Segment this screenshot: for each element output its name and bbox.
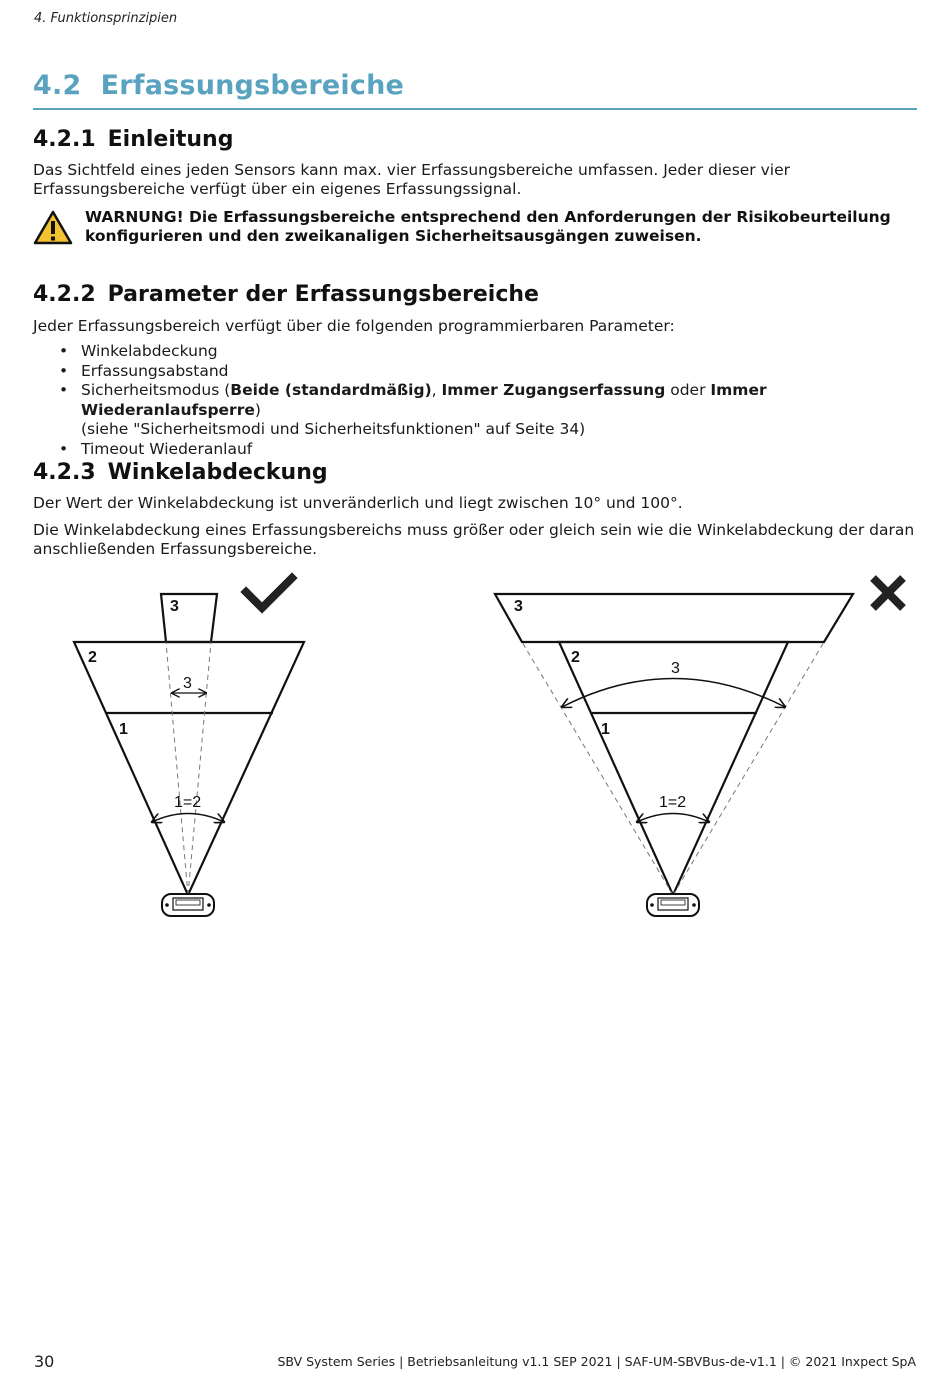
sensor-icon — [647, 894, 699, 916]
subsection-title-parameter: 4.2.2 Parameter der Erfassungsbereiche — [33, 282, 539, 307]
field-2-label: 2 — [88, 649, 97, 666]
running-header: 4. Funktionsprinzipien — [34, 11, 178, 26]
field-2-shape — [559, 642, 788, 895]
parameter-list — [33, 342, 917, 459]
section-title-text: Erfassungsbereiche — [100, 70, 405, 101]
page-number: 30 — [34, 1352, 55, 1371]
section-number: 4.2 — [33, 70, 82, 101]
field-3-label: 3 — [514, 598, 523, 615]
angle-3-label: 3 — [671, 660, 680, 677]
angle-12-label: 1=2 — [174, 794, 202, 811]
angle-3-label: 3 — [183, 675, 192, 692]
angle-12-arrow — [152, 814, 224, 823]
warning-text: WARNUNG! Die Erfassungsbereiche entsprechend den Anforderungen der Risikobeurteilung konfigurieren und den zweikanaligen Sicherheitsausgängen zuweisen. — [85, 208, 891, 245]
field-1-label: 1 — [601, 721, 610, 738]
warning-box — [33, 210, 917, 250]
footer-info: SBV System Series | Betriebsanleitung v1.1 SEP 2021 | SAF-UM-SBVBus-de-v1.1 | © 2021 Inxpect SpA — [277, 1354, 916, 1369]
subsection-title-winkel: 4.2.3 Winkelabdeckung — [33, 460, 328, 485]
field-2-label: 2 — [571, 649, 580, 666]
check-icon — [246, 578, 292, 608]
list-item: • Winkelabdeckung — [33, 342, 917, 362]
sensor-icon — [162, 894, 214, 916]
angle-coverage-figure — [0, 570, 950, 930]
einleitung-text: Das Sichtfeld eines jeden Sensors kann max. vier Erfassungsbereiche umfassen. Jeder dieser vier Erfassungsbereiche verfügt über ein eigenes Erfassungssignal. — [33, 161, 790, 198]
diagram-incorrect — [495, 578, 903, 916]
cross-reference: (siehe "Sicherheitsmodi und Sicherheitsfunktionen" auf Seite 34) — [81, 420, 586, 438]
section-divider — [33, 108, 917, 110]
list-item: • Sicherheitsmodus (Beide (standardmäßig), Immer Zugangserfassung oder Immer Wiederanlaufsperre) (siehe "Sicherheitsmodi und Sicherheitsfunktionen" auf Seite 34) — [33, 381, 917, 440]
winkel-text-1: Der Wert der Winkelabdeckung ist unveränderlich und liegt zwischen 10° und 100°. — [33, 494, 683, 512]
subsection-title-einleitung: 4.2.1 Einleitung — [33, 127, 234, 152]
diagram-correct — [74, 578, 304, 916]
field-1-label: 1 — [119, 721, 128, 738]
angle-12-label: 1=2 — [659, 794, 687, 811]
list-item: • Erfassungsabstand — [33, 362, 917, 382]
field-3-shape — [495, 594, 853, 642]
warning-icon — [33, 210, 73, 246]
list-item: • Timeout Wiederanlauf — [33, 440, 917, 460]
angle-3-arrow — [562, 679, 785, 708]
parameter-intro: Jeder Erfassungsbereich verfügt über die folgenden programmierbaren Parameter: — [33, 317, 675, 335]
angle-12-arrow — [637, 814, 709, 823]
section-title — [33, 70, 404, 101]
winkel-text-2: Die Winkelabdeckung eines Erfassungsbereichs muss größer oder gleich sein wie die Winkelabdeckung der daran anschließenden Erfassungsbereiche. — [33, 521, 915, 558]
field-3-label: 3 — [170, 598, 179, 615]
cross-icon — [873, 578, 903, 608]
